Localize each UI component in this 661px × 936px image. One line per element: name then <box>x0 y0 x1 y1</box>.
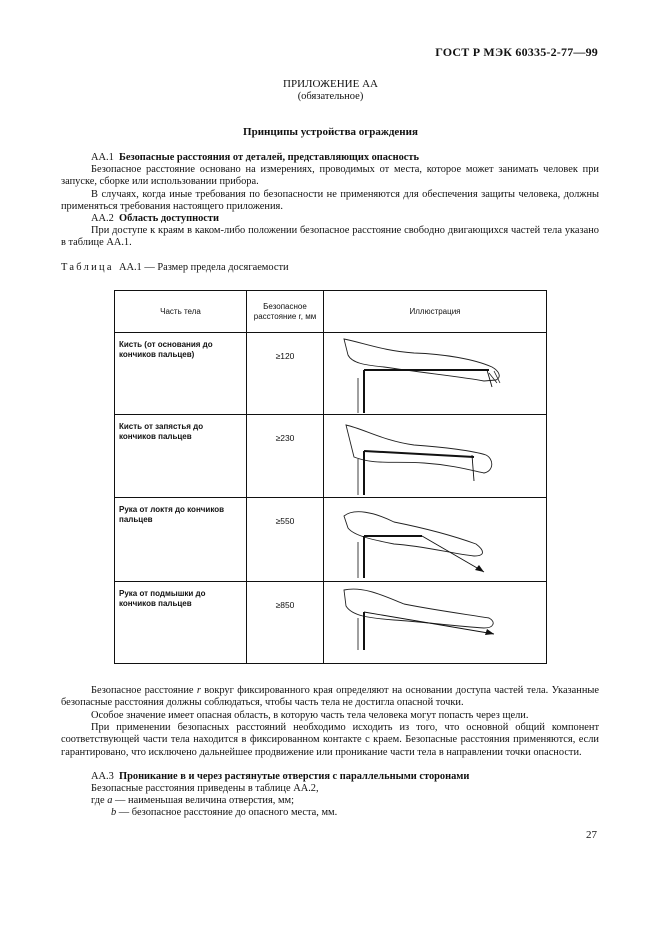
appendix-title: ПРИЛОЖЕНИЕ АА <box>283 78 378 90</box>
forearm-illustration-icon <box>324 498 536 580</box>
header-distance: Безопасное расстояние r, мм <box>247 291 324 333</box>
var-b: b <box>111 807 117 818</box>
where-b-text: — безопасное расстояние до опасного места, мм. <box>116 807 338 818</box>
where-prefix: где <box>91 795 108 806</box>
aa3-heading-text: Проникание в и через растянутые отверстия с параллельными сторонами <box>119 771 470 782</box>
after-paragraph-1 <box>61 685 599 710</box>
table-header-row <box>115 291 547 333</box>
row-part: Рука от локтя до кончиков пальцев <box>115 498 247 582</box>
row-part: Рука от подмышки до кончиков пальцев <box>115 582 247 664</box>
after-paragraph-2: Особое значение имеет опасная область, в которую часть тела человека могут попасть через щели. <box>91 710 529 721</box>
header-illustration: Иллюстрация <box>324 291 547 333</box>
aa1-heading-text: Безопасные расстояния от деталей, представляющих опасность <box>119 152 419 163</box>
illustration-wrist <box>324 414 547 498</box>
header-part: Часть тела <box>115 291 247 333</box>
table-caption <box>61 262 599 274</box>
illustration-arm <box>324 582 547 664</box>
after-paragraph-3: При применении безопасных расстояний необходимо исходить из того, что основной общий компонент соответствующей части тела находится в фиксированном контакте с краем. Безопасные расстояния применяются, если гарантировано, что исключено дальнейшее продвижение или проникание части тела в направлении точки опасности. <box>61 722 599 758</box>
table-row <box>115 333 547 415</box>
where-a-text: — наименьшая величина отверстия, мм; <box>112 795 294 806</box>
aa1-paragraph-2: В случаях, когда иные требования по безопасности не применяются для обеспечения защиты человека, должны применяться требования настоящего приложения. <box>61 189 599 213</box>
document-header: ГОСТ Р МЭК 60335-2-77—99 <box>435 45 598 59</box>
illustration-forearm <box>324 498 547 582</box>
after-p1-start: Безопасное расстояние <box>91 685 197 696</box>
page-number: 27 <box>586 829 597 841</box>
var-a: а <box>107 795 113 806</box>
aa3-where-b <box>111 807 599 819</box>
reach-table <box>114 290 547 664</box>
row-distance: ≥230 <box>247 414 324 498</box>
aa2-number: АА.2 <box>91 213 114 224</box>
after-p1-end: вокруг фиксированного края определяют на основании доступа частей тела. Указанные безопасные расстояния должны соблюдаться, чтобы часть тела не достигла опасной точки. <box>61 685 599 709</box>
aa3-paragraph-1: Безопасные расстояния приведены в таблице АА.2, <box>91 783 319 794</box>
table-caption-rest: АА.1 — Размер предела досягаемости <box>118 262 289 273</box>
aa1-number: АА.1 <box>91 152 114 163</box>
aa3-heading <box>61 771 599 783</box>
wrist-illustration-icon <box>324 415 536 497</box>
aa3-number: АА.3 <box>91 771 114 782</box>
aa3-where-a <box>61 795 599 807</box>
section-title: Принципы устройства ограждения <box>243 126 418 138</box>
appendix-subtitle: (обязательное) <box>297 91 364 102</box>
aa1-heading <box>61 152 599 164</box>
arm-illustration-icon <box>324 582 536 662</box>
table-row <box>115 498 547 582</box>
row-part: Кисть (от основания до кончиков пальцев) <box>115 333 247 415</box>
hand-illustration-icon <box>324 333 536 413</box>
table-row <box>115 582 547 664</box>
table-row <box>115 414 547 498</box>
illustration-hand <box>324 333 547 415</box>
aa2-heading-text: Область доступности <box>119 213 219 224</box>
var-r: r <box>196 685 201 696</box>
aa1-paragraph-1: Безопасное расстояние основано на измерениях, проводимых от места, которое может занимать человек при запуске, сборке или использовании прибора. <box>61 164 599 188</box>
aa2-paragraph-1: При доступе к краям в каком-либо положении безопасное расстояние свободно двигающихся частей тела указано в таблице АА.1. <box>61 225 599 249</box>
aa2-heading <box>61 213 599 225</box>
row-part: Кисть от запястья до кончиков пальцев <box>115 414 247 498</box>
row-distance: ≥120 <box>247 333 324 415</box>
row-distance: ≥850 <box>247 582 324 664</box>
table-caption-word: Таблица <box>61 262 114 273</box>
row-distance: ≥550 <box>247 498 324 582</box>
